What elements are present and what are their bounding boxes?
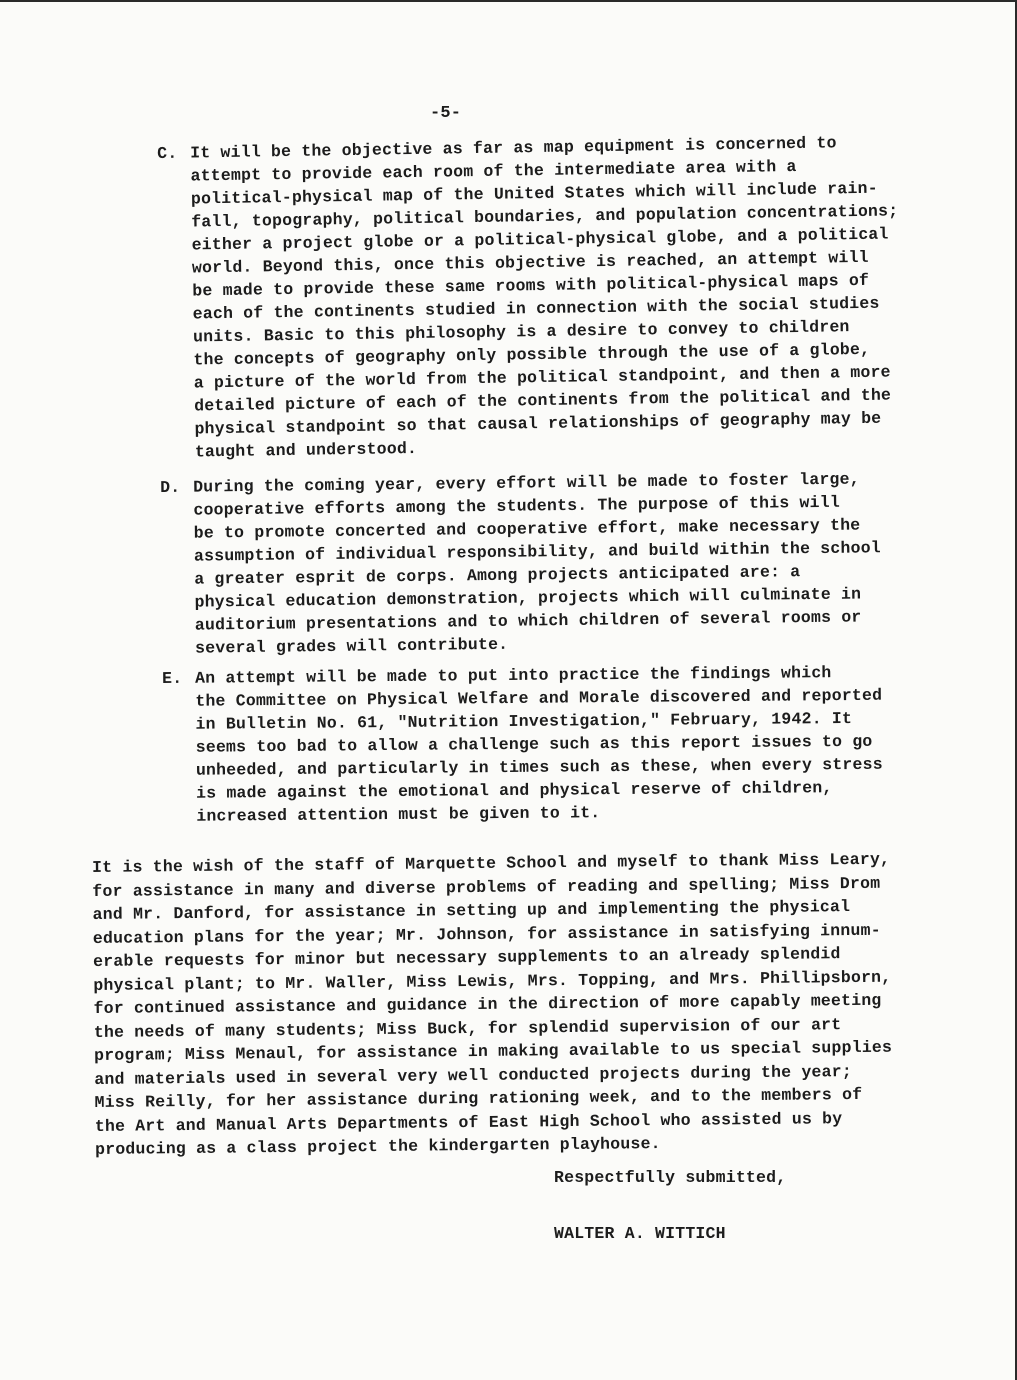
page-number: -5- <box>430 104 462 123</box>
text-line: Miss Reilly, for her assistance during rationing week, and to the members of <box>94 1084 863 1112</box>
text-line: taught and understood. <box>194 438 418 462</box>
text-line: auditorium presentations and to which children of several rooms or <box>194 607 862 635</box>
text-line: several grades will contribute. <box>194 634 509 658</box>
item-marker: E. <box>162 668 183 688</box>
text-line: attempt to provide each room of the intermediate area with a <box>190 156 797 186</box>
text-line: increased attention must be given to it. <box>196 803 601 826</box>
text-line: the needs of many students; Miss Buck, for splendid supervision of our art <box>93 1014 842 1042</box>
text-line: units. Basic to this philosophy is a desire to convey to children <box>192 317 850 347</box>
closing-salutation: Respectfully submitted, <box>554 1168 787 1187</box>
item-text <box>190 130 902 463</box>
acknowledgment-paragraph <box>92 848 893 1162</box>
text-line: physical standpoint so that causal relationships of geography may be <box>194 408 882 439</box>
text-line: physical plant; to Mr. Waller, Miss Lewis, Mrs. Topping, and Mrs. Phillipsborn, <box>93 967 892 995</box>
text-line: and Mr. Danford, for assistance in setting up and implementing the physical <box>92 897 851 924</box>
text-line: the Art and Manual Arts Departments of East High School who assisted us by <box>94 1108 843 1136</box>
text-line: education plans for the year; Mr. Johnson, for assistance in satisfying innum- <box>92 920 881 948</box>
item-text <box>193 467 882 659</box>
text-line: and materials used in several very well conducted projects during the year; <box>94 1061 853 1089</box>
text-line: An attempt will be made to put into practice the findings which <box>195 663 832 688</box>
text-line: It is the wish of the staff of Marquette School and myself to thank Miss Leary, <box>92 849 891 877</box>
text-line: program; Miss Menaul, for assistance in making available to us special supplies <box>93 1037 893 1065</box>
text-line: the concepts of geography only possible through the use of a globe, <box>193 339 871 370</box>
item-marker: D. <box>160 477 181 497</box>
item-marker: C. <box>157 143 178 163</box>
text-line: seems too bad to allow a challenge such as this report issues to go <box>195 731 873 757</box>
text-line: for continued assistance and guidance in the direction of more capably meeting <box>93 990 882 1018</box>
text-line: in Bulletin No. 61, "Nutrition Investigation," February, 1942. It <box>195 708 853 734</box>
text-line: a picture of the world from the political standpoint, and then a more <box>193 362 891 393</box>
text-line: assumption of individual responsibility, and build within the school <box>193 538 881 566</box>
text-line: either a project globe or a political-physical globe, and a political <box>191 224 889 255</box>
text-line: is made against the emotional and physical reserve of children, <box>196 778 833 803</box>
text-line: It will be the objective as far as map equipment is concerned to <box>190 133 837 163</box>
text-line: fall, topography, political boundaries, and population concentrations; <box>191 201 899 232</box>
text-line: During the coming year, every effort will be made to foster large, <box>193 469 860 497</box>
text-line: producing as a class project the kindergarten playhouse. <box>94 1134 661 1159</box>
text-line: unheeded, and particularly in times such as these, when every stress <box>195 754 883 780</box>
text-line: erable requests for minor but necessary supplements to an already splendid <box>93 944 841 971</box>
scan-edge-top <box>0 0 1017 2</box>
text-line: detailed picture of each of the continents from the political and the <box>194 385 892 416</box>
text-line: a greater esprit de corps. Among projects anticipated are: a <box>194 562 801 589</box>
text-line: physical education demonstration, projects which will culminate in <box>194 584 862 612</box>
text-line: for assistance in many and diverse problems of reading and spelling; Miss Drom <box>92 873 881 901</box>
text-line: political-physical map of the United States which will include rain- <box>190 178 878 209</box>
text-line: be to promote concerted and cooperative effort, make necessary the <box>193 515 861 543</box>
item-text <box>195 661 883 828</box>
text-line: the Committee on Physical Welfare and Morale discovered and reported <box>195 685 883 711</box>
text-line: be made to provide these same rooms with political-physical maps of <box>192 270 870 301</box>
text-line: each of the continents studied in connection with the social studies <box>192 293 880 324</box>
text-line: cooperative efforts among the students. The purpose of this will <box>193 492 841 520</box>
signature-name: WALTER A. WITTICH <box>554 1224 726 1243</box>
text-line: world. Beyond this, once this objective is reached, an attempt will <box>191 247 869 278</box>
